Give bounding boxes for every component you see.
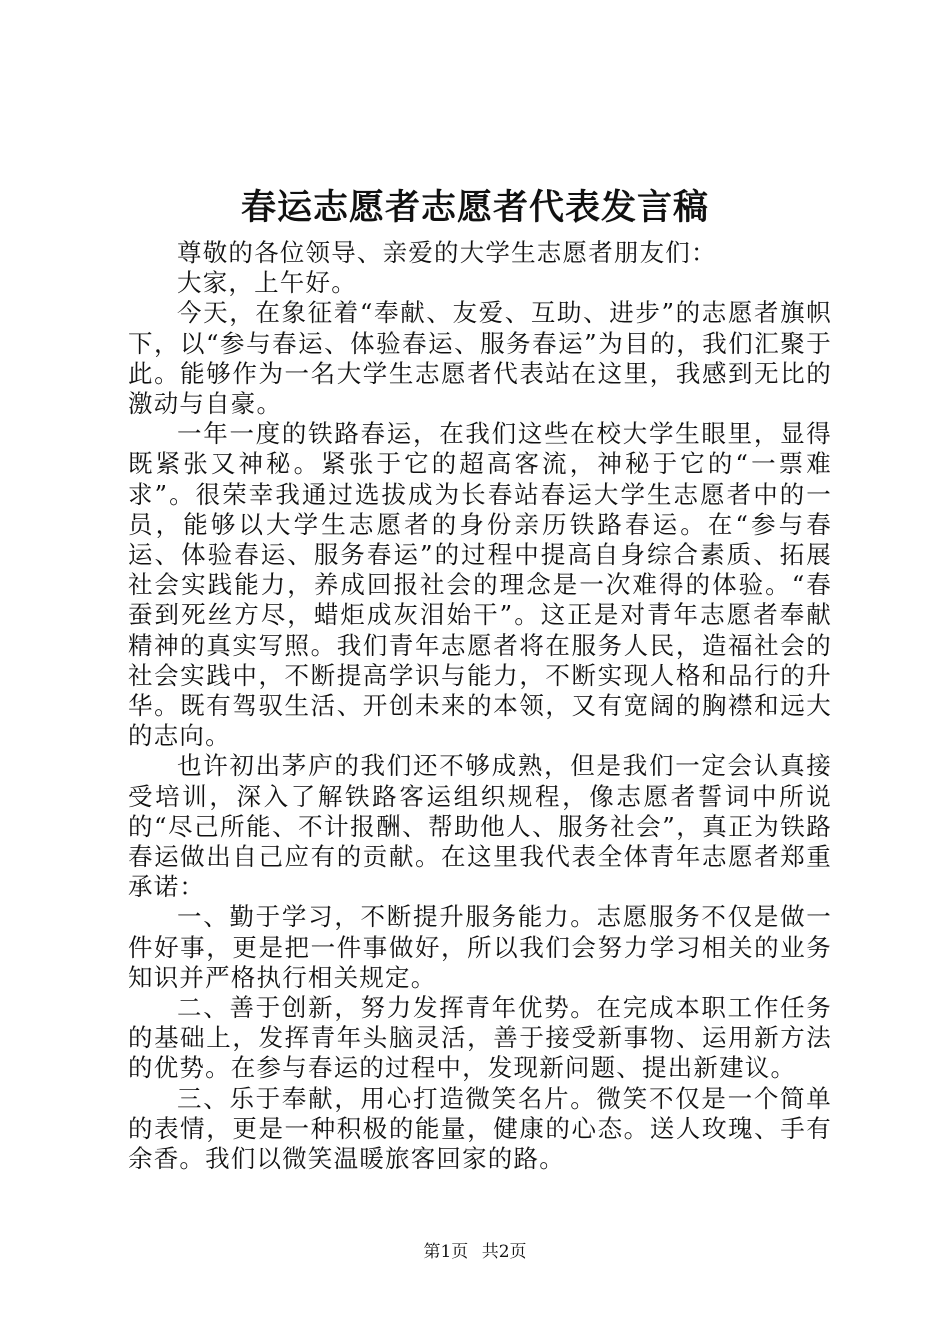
paragraph-pledge-item: 一、勤于学习，不断提升服务能力。志愿服务不仅是做一件好事，更是把一件事做好，所以我们会努力学习相关的业务知识并严格执行相关规定。: [128, 902, 832, 992]
paragraph-greeting: 大家，上午好。: [177, 268, 357, 298]
document-title: 春运志愿者志愿者代表发言稿: [240, 187, 709, 228]
paragraph-pledge-item: 三、乐于奉献，用心打造微笑名片。微笑不仅是一个简单的表情，更是一种积极的能量，健康的心态。送人玫瑰、手有余香。我们以微笑温暖旅客回家的路。: [128, 1083, 832, 1174]
page-footer: [0, 1240, 950, 1264]
page-number-total: 共2页: [481, 1242, 527, 1262]
document-body: [128, 238, 832, 1174]
paragraph-pledge-item: 二、善于创新，努力发挥青年优势。在完成本职工作任务的基础上，发挥青年头脑灵活，善于接受新事物、运用新方法的优势。在参与春运的过程中，发现新问题、提出新建议。: [128, 993, 832, 1083]
paragraph: 也许初出茅庐的我们还不够成熟，但是我们一定会认真接受培训，深入了解铁路客运组织规程，像志愿者誓词中所说的“尽己所能、不计报酬、帮助他人、服务社会”，真正为铁路春运做出自己应有的贡献。在这里我代表全体青年志愿者郑重承诺：: [128, 751, 832, 902]
paragraph: 今天，在象征着“奉献、友爱、互助、进步”的志愿者旗帜下，以“参与春运、体验春运、服务春运”为目的，我们汇聚于此。能够作为一名大学生志愿者代表站在这里，我感到无比的激动与自豪。: [128, 298, 832, 419]
paragraph: 一年一度的铁路春运，在我们这些在校大学生眼里，显得既紧张又神秘。紧张于它的超高客流，神秘于它的“一票难求”。很荣幸我通过选拔成为长春站春运大学生志愿者中的一员，能够以大学生志愿者的身份亲历铁路春运。在“参与春运、体验春运、服务春运”的过程中提高自身综合素质、拓展社会实践能力，养成回报社会的理念是一次难得的体验。“春蚕到死丝方尽，蜡炬成灰泪始干”。这正是对青年志愿者奉献精神的真实写照。我们青年志愿者将在服务人民，造福社会的社会实践中，不断提高学识与能力，不断实现人格和品行的升华。既有驾驭生活、开创未来的本领，又有宽阔的胸襟和远大的志向。: [128, 419, 832, 751]
paragraph-salutation: 尊敬的各位领导、亲爱的大学生志愿者朋友们：: [177, 238, 717, 267]
page-number-current: 第1页: [423, 1242, 469, 1262]
